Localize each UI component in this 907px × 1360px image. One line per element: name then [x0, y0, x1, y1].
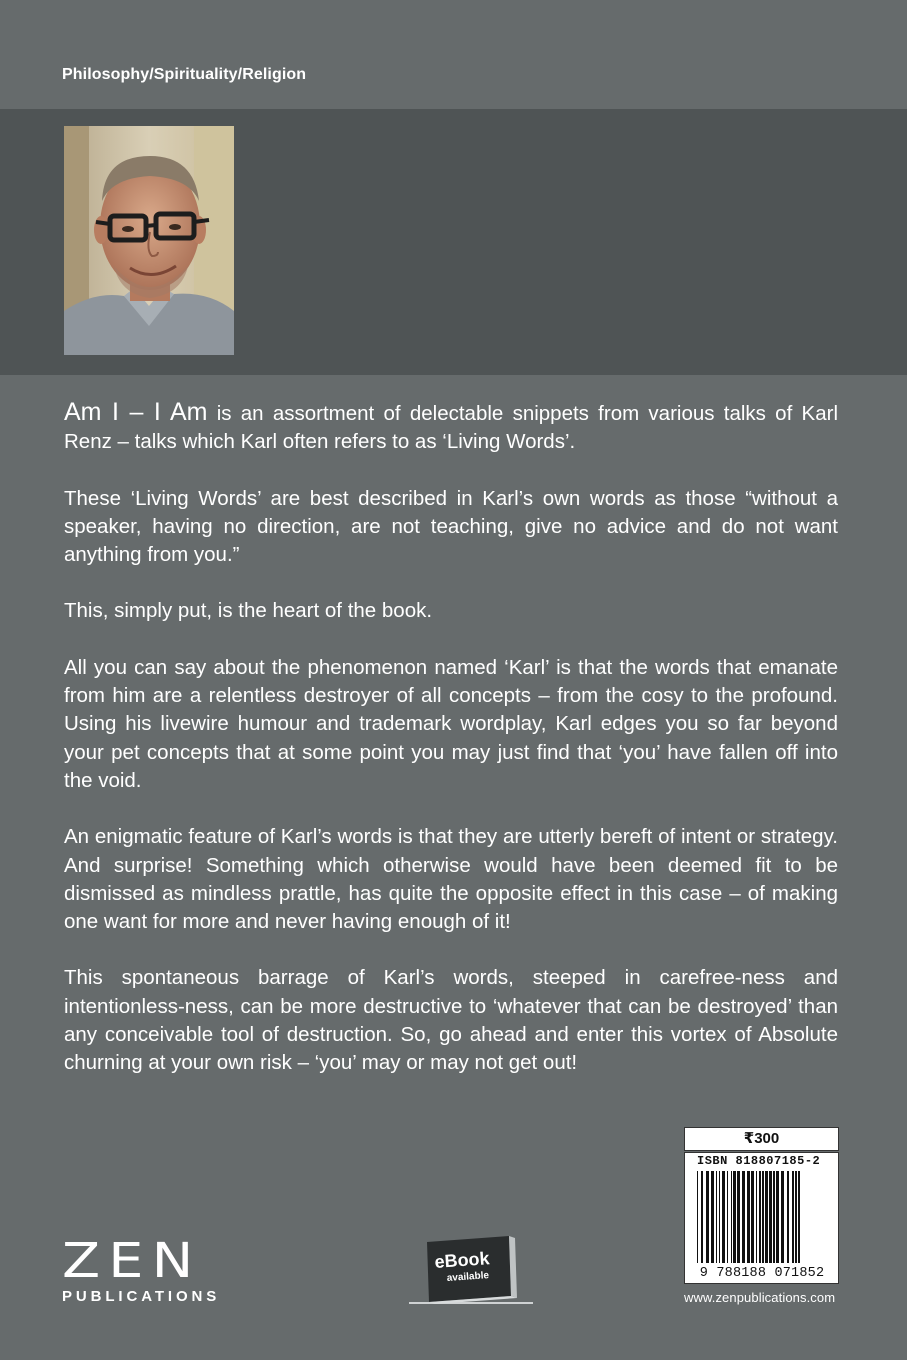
barcode-bar	[798, 1171, 800, 1263]
barcode-bar	[762, 1171, 764, 1263]
ebook-available-label: available	[446, 1270, 490, 1284]
zen-logo	[62, 1233, 221, 1305]
blurb-paragraph-6: This spontaneous barrage of Karl’s words, steeped in carefree-ness and intentionless-ness, can be more destructive to ‘whatever that can be destroyed’ than any conceivable tool of destruction. So, go ahead and enter this vortex of Absolute churning at your own risk – ‘you’ may or may not get out!	[64, 966, 838, 1075]
barcode-bar	[722, 1171, 725, 1263]
barcode-bar	[795, 1171, 797, 1263]
barcode-bar	[727, 1171, 728, 1263]
barcode-bar	[756, 1171, 757, 1263]
barcode-bar	[731, 1171, 732, 1263]
book-title: Am I – I Am	[64, 398, 208, 426]
zen-publications-label: PUBLICATIONS	[62, 1288, 221, 1305]
isbn-box	[684, 1152, 839, 1284]
isbn-label: ISBN 818807185-2	[697, 1154, 821, 1168]
ebook-label: eBook	[433, 1248, 491, 1272]
category-label: Philosophy/Spirituality/Religion	[62, 66, 307, 83]
barcode-bar	[711, 1171, 714, 1263]
publisher-website: www.zenpublications.com	[684, 1290, 836, 1305]
barcode-bar	[773, 1171, 775, 1263]
zen-wordmark: ZEN	[62, 1233, 202, 1289]
barcode-bar	[747, 1171, 750, 1263]
author-photo	[64, 126, 234, 355]
blurb-paragraph-2: These ‘Living Words’ are best described in Karl’s own words as those “without a speaker, having no direction, are not teaching, give no advice and do not want anything from you.”	[64, 486, 838, 567]
barcode-bar	[706, 1171, 709, 1263]
barcode-bar	[737, 1171, 740, 1263]
barcode-bar	[792, 1171, 794, 1263]
barcode-bar	[751, 1171, 754, 1263]
barcode	[695, 1171, 830, 1266]
barcode-bar	[701, 1171, 703, 1263]
barcode-bar	[742, 1171, 745, 1263]
barcode-bar	[787, 1171, 789, 1263]
blurb-paragraph-5: An enigmatic feature of Karl’s words is that they are utterly bereft of intent or strategy. And surprise! Something which otherwise would have been deemed fit to be dismissed as mindless prattle, has quite the opposite effect in this case – of making one want for more and never having enough of it!	[64, 825, 838, 934]
barcode-bar	[776, 1171, 779, 1263]
blurb-text	[64, 398, 838, 1106]
barcode-bar	[759, 1171, 761, 1263]
isbn-digits: 9 788188 071852	[699, 1266, 825, 1281]
barcode-bar	[781, 1171, 784, 1263]
barcode-bar	[765, 1171, 768, 1263]
ebook-badge	[409, 1232, 533, 1309]
barcode-bar	[716, 1171, 717, 1263]
barcode-bar	[719, 1171, 720, 1263]
blurb-paragraph-4: All you can say about the phenomenon named ‘Karl’ is that the words that emanate from him are a relentless destroyer of all concepts – from the cosy to the profound. Using his livewire humour and trademark wordplay, Karl edges you so far beyond your pet concepts that at some point you may just find that ‘you’ have fallen off into the void.	[64, 655, 838, 792]
blurb-paragraph-1-text: is an assortment of delectable snippets from various talks of Karl Renz – talks which Karl often refers to as ‘Living Words’.	[64, 402, 838, 454]
price-box: ₹300	[684, 1127, 839, 1151]
barcode-bar	[733, 1171, 736, 1263]
barcode-bar	[697, 1171, 698, 1263]
blurb-paragraph-1	[64, 398, 838, 457]
blurb-paragraph-3: This, simply put, is the heart of the book.	[64, 599, 433, 623]
ebook-device-icon	[409, 1232, 533, 1304]
barcode-bar	[769, 1171, 772, 1263]
